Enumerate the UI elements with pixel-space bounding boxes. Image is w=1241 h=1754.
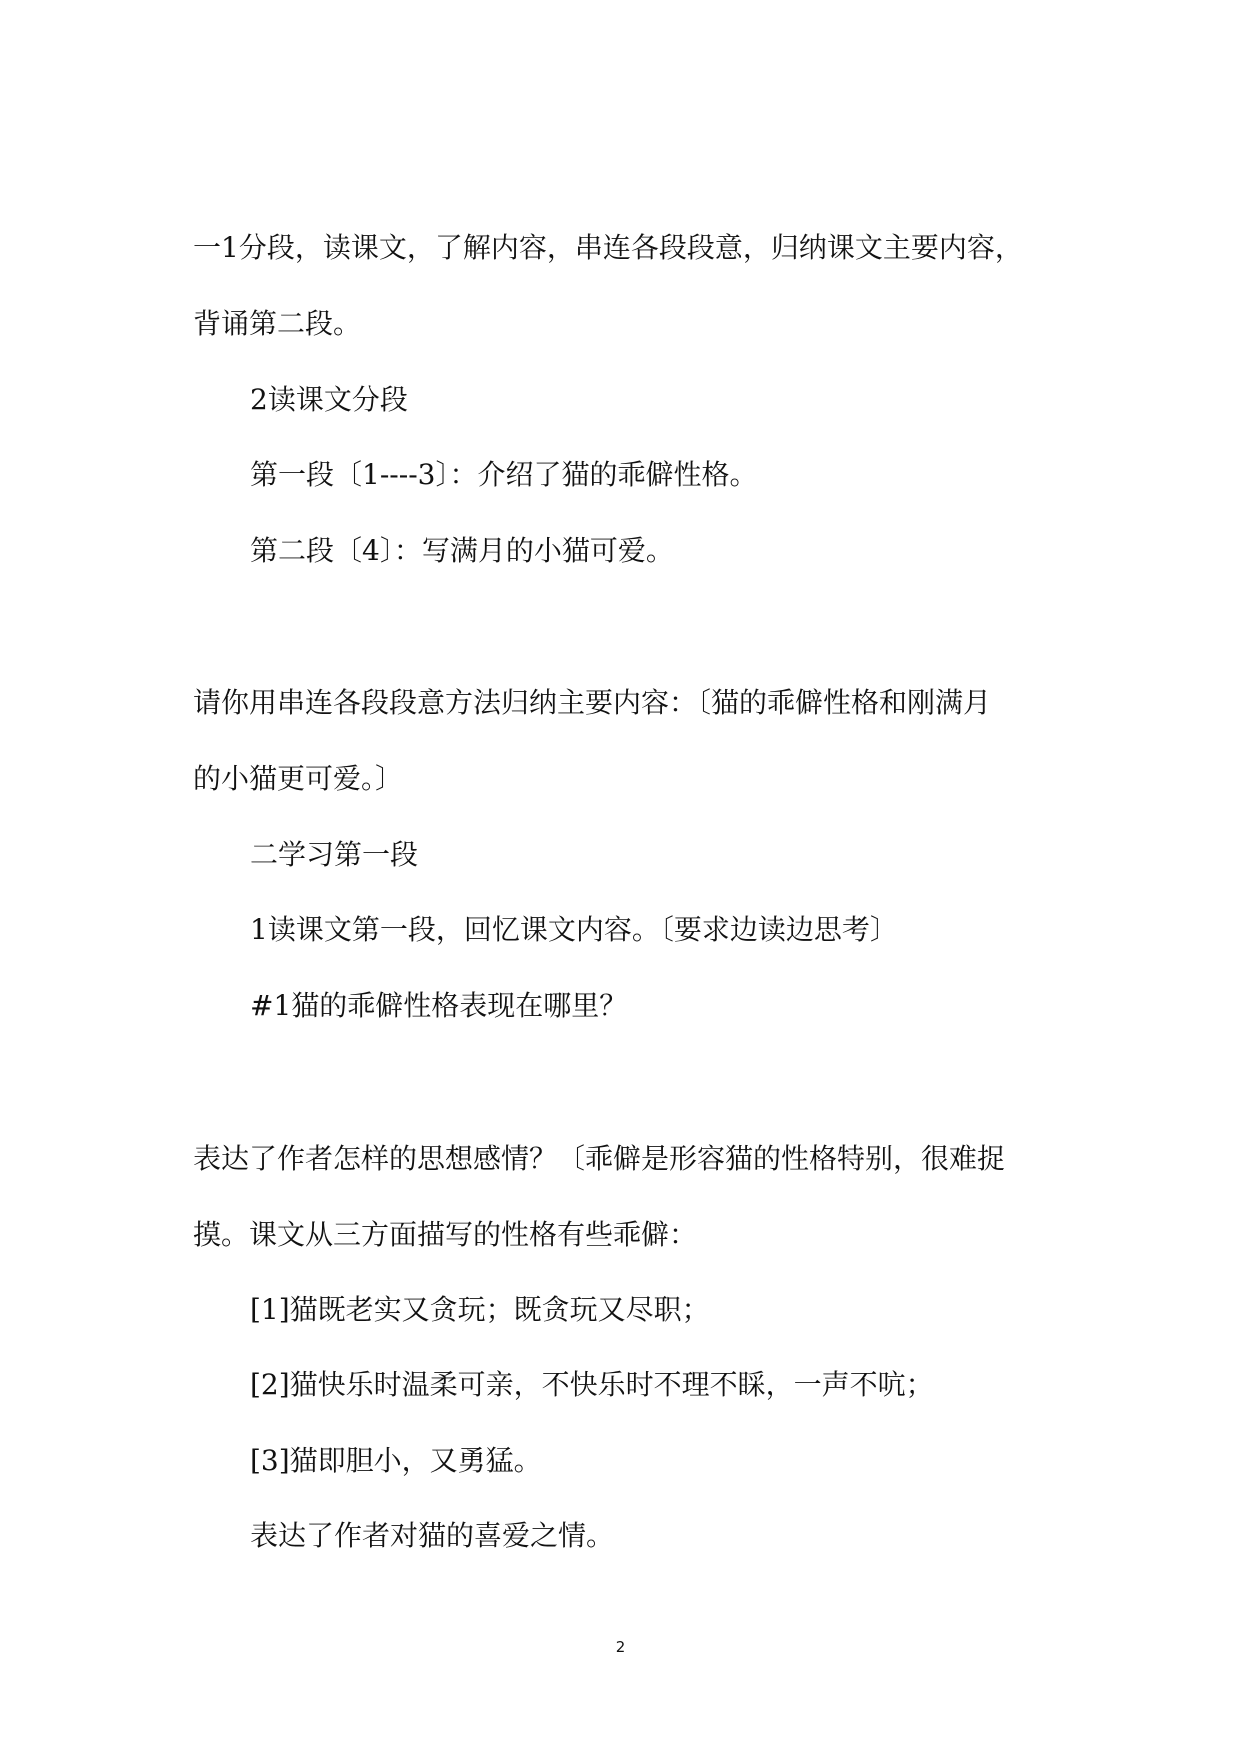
text-line-5: 第二段〔4〕：写满月的小猫可爱。: [250, 534, 674, 567]
text-line-10: #1猫的乖僻性格表现在哪里？: [250, 989, 628, 1022]
text-line-2: 背诵第二段。: [193, 307, 362, 340]
text-line-13: [1]猫既老实又贪玩；既贪玩又尽职；: [250, 1293, 710, 1326]
text-line-16: 表达了作者对猫的喜爱之情。: [250, 1519, 615, 1552]
text-line-4: 第一段〔1----3〕：介绍了猫的乖僻性格。: [250, 458, 758, 491]
text-line-11: 表达了作者怎样的思想感情？〔乖僻是形容猫的性格特别，很难捉: [193, 1142, 1006, 1175]
text-line-8: 二学习第一段: [250, 838, 419, 871]
text-line-7: 的小猫更可爱。〕: [193, 762, 404, 795]
text-line-14: [2]猫快乐时温柔可亲，不快乐时不理不睬，一声不吭；: [250, 1368, 934, 1401]
text-line-3: 2读课文分段: [250, 383, 408, 416]
page-number: 2: [615, 1638, 626, 1656]
text-line-12: 摸。课文从三方面描写的性格有些乖僻：: [193, 1218, 698, 1251]
text-line-6: 请你用串连各段段意方法归纳主要内容：〔猫的乖僻性格和刚满月: [193, 686, 992, 719]
text-line-9: 1读课文第一段，回忆课文内容。〔要求边读边思考〕: [250, 913, 898, 946]
text-line-15: [3]猫即胆小，又勇猛。: [250, 1444, 542, 1477]
text-line-1: 一1分段，读课文，了解内容，串连各段段意，归纳课文主要内容，: [193, 231, 1023, 264]
